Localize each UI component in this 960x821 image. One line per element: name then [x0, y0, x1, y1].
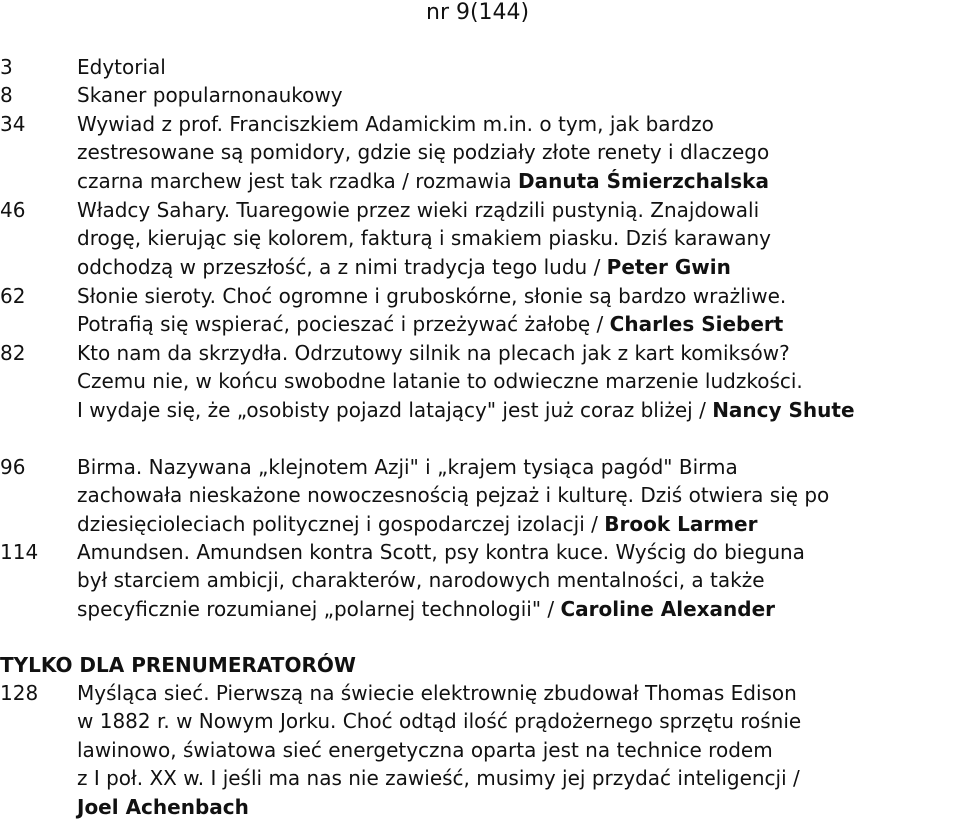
page-number: 82: [0, 341, 26, 365]
entry-text-line: zachowała nieskażone nowoczesnością pejzaż i kulturę. Dziś otwiera się po: [77, 483, 830, 508]
entry-text-line: Potrafią się wspierać, pocieszać i przeżywać żałobę /: [77, 312, 610, 337]
entry-text-line: Wywiad z prof. Franciszkiem Adamickim m.in. o tym, jak bardzo: [77, 112, 714, 136]
page-number: 34: [0, 112, 26, 136]
author-name: Peter Gwin: [606, 254, 731, 279]
page-number: 96: [0, 455, 26, 479]
entry-text-line: Skaner popularnonaukowy: [77, 83, 343, 107]
entry-text-line: Myśląca sieć. Pierwszą na świecie elektrownię zbudował Thomas Edison: [77, 681, 797, 705]
toc-entry[interactable]: [0, 453, 960, 538]
toc-entry[interactable]: [0, 282, 960, 339]
entry-text-line: w 1882 r. w Nowym Jorku. Choć odtąd ilość prądożernego sprzętu rośnie: [77, 709, 802, 734]
page-number: 62: [0, 284, 26, 308]
entry-text-line: dziesięcioleciach politycznej i gospodarczej izolacji /: [77, 511, 605, 536]
toc-entry[interactable]: [0, 53, 960, 81]
toc-entry[interactable]: [0, 538, 960, 623]
author-name: Joel Achenbach: [77, 794, 249, 819]
entry-text-line: był starciem ambicji, charakterów, narodowych mentalności, a także: [77, 568, 765, 593]
entry-text-line: Birma. Nazywana „klejnotem Azji" i „krajem tysiąca pagód" Birma: [77, 455, 738, 479]
entry-text-line: czarna marchew jest tak rzadka / rozmawia: [77, 168, 519, 193]
subscribers-heading: TYLKO DLA PRENUMERATORÓW: [0, 653, 356, 677]
author-name: Danuta Śmierzchalska: [518, 168, 769, 193]
entry-text-line: Władcy Sahary. Tuaregowie przez wieki rządzili pustynią. Znajdowali: [77, 198, 760, 222]
entry-text-line: zestresowane są pomidory, gdzie się podziały złote renety i dlaczego: [77, 140, 770, 165]
author-name: Charles Siebert: [609, 312, 784, 337]
author-name: Brook Larmer: [604, 511, 758, 536]
toc-entry-subscriber[interactable]: [0, 679, 960, 821]
entry-text-line: Kto nam da skrzydła. Odrzutowy silnik na plecach jak z kart komiksów?: [77, 341, 790, 365]
entry-text-line: drogę, kierując się kolorem, fakturą i smakiem piasku. Dziś karawany: [77, 226, 771, 251]
page-number: 114: [0, 540, 39, 564]
entry-text-line: Czemu nie, w końcu swobodne latanie to odwieczne marzenie ludzkości.: [77, 369, 803, 394]
page-number: 3: [0, 55, 13, 79]
issue-number: nr 9(144): [426, 0, 530, 25]
author-name: Nancy Shute: [712, 397, 855, 422]
entry-text-line: z I poł. XX w. I jeśli ma nas nie zawieść, musimy jej przydać inteligencji /: [77, 766, 800, 791]
author-name: Caroline Alexander: [560, 596, 776, 621]
entry-text-line: Amundsen. Amundsen kontra Scott, psy kontra kuce. Wyścig do bieguna: [77, 540, 805, 564]
entry-text-line: Edytorial: [77, 55, 166, 79]
toc-entry[interactable]: [0, 110, 960, 195]
page-number: 128: [0, 681, 39, 705]
page-number: 46: [0, 198, 26, 222]
page-number: 8: [0, 83, 13, 107]
entry-text-line: Słonie sieroty. Choć ogromne i gruboskórne, słonie są bardzo wrażliwe.: [77, 284, 787, 308]
entry-text-line: specyficznie rozumianej „polarnej technologii" /: [77, 596, 561, 621]
entry-text-line: I wydaje się, że „osobisty pojazd latający" jest już coraz bliżej /: [77, 397, 713, 422]
entry-text-line: odchodzą w przeszłość, a z nimi tradycja tego ludu /: [77, 254, 607, 279]
entry-text-line: lawinowo, światowa sieć energetyczna oparta jest na technice rodem: [77, 737, 773, 762]
toc-entry[interactable]: [0, 196, 960, 281]
toc-entry[interactable]: [0, 339, 960, 424]
toc-entry[interactable]: [0, 81, 960, 109]
